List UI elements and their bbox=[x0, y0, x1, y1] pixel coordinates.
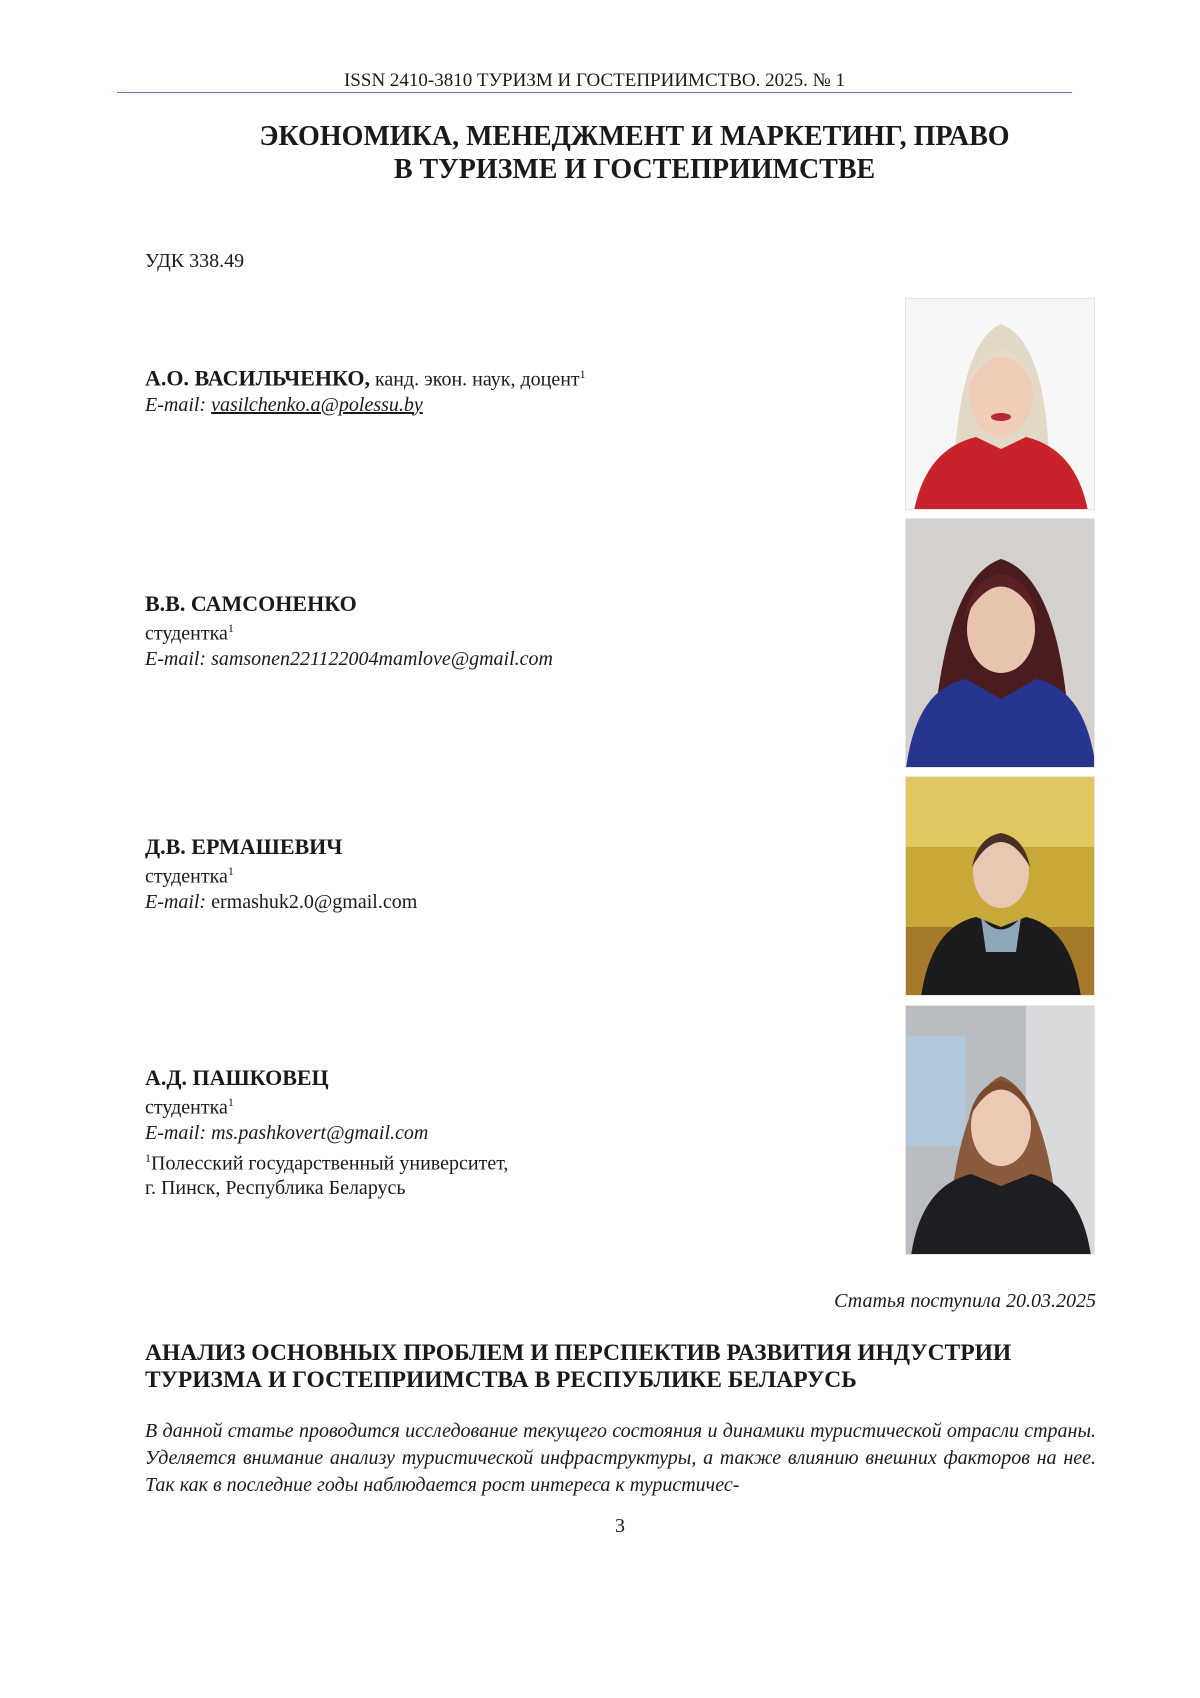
author-4-position-line bbox=[145, 1090, 508, 1121]
author-2-photo bbox=[905, 518, 1095, 768]
section-title-line-1: ЭКОНОМИКА, МЕНЕДЖМЕНТ И МАРКЕТИНГ, ПРАВО bbox=[259, 121, 1010, 152]
author-3-name: Д.В. ЕРМАШЕВИЧ bbox=[145, 834, 343, 859]
abstract-text: В данной статье проводится исследование текущего состояния и динамики туристической отрасли страны. Уделяется внимание анализу туристической инфраструктуры, а также влиянию внешних факторов на нее. Так как в последние годы наблюдается рост интереса к туристичес- bbox=[145, 1420, 1096, 1496]
author-4-position: студентка bbox=[145, 1096, 228, 1119]
header-rule bbox=[117, 92, 1072, 93]
portrait-illustration bbox=[906, 1006, 1095, 1255]
author-4-name: А.Д. ПАШКОВЕЦ bbox=[145, 1065, 329, 1090]
running-head: ISSN 2410-3810 ТУРИЗМ И ГОСТЕПРИИМСТВО. 2025. № 1 bbox=[343, 70, 845, 91]
author-2-email-line bbox=[145, 647, 553, 672]
article-title-line-2: ТУРИЗМА И ГОСТЕПРИИМСТВА В РЕСПУБЛИКЕ БЕЛАРУСЬ bbox=[145, 1367, 857, 1393]
author-block-2 bbox=[145, 591, 553, 672]
author-2-email[interactable]: samsonen221122004mamlove@gmail.com bbox=[211, 647, 553, 670]
author-3-position: студентка bbox=[145, 865, 228, 888]
author-1-email-line bbox=[145, 393, 586, 418]
author-2-position-line bbox=[145, 616, 553, 647]
author-1-photo bbox=[905, 298, 1095, 510]
author-1-line bbox=[145, 362, 586, 393]
author-4-affiliation-mark: 1 bbox=[227, 1095, 234, 1109]
author-1-email-label: E-mail: bbox=[145, 393, 212, 416]
portrait-illustration bbox=[906, 777, 1095, 996]
author-block-3 bbox=[145, 834, 417, 915]
author-3-email-label: E-mail: bbox=[145, 890, 212, 913]
author-3-photo bbox=[905, 776, 1095, 996]
author-3-email-line bbox=[145, 890, 417, 915]
udc-code: УДК 338.49 bbox=[145, 250, 245, 272]
author-1-email[interactable]: vasilchenko.a@polessu.by bbox=[211, 393, 423, 416]
received-date: Статья поступила 20.03.2025 bbox=[834, 1290, 1096, 1312]
author-1-affiliation-mark: 1 bbox=[579, 367, 586, 381]
author-4-email-line bbox=[145, 1121, 508, 1146]
portrait-illustration bbox=[906, 519, 1095, 768]
author-3-position-line bbox=[145, 859, 417, 890]
article-title-line-1: АНАЛИЗ ОСНОВНЫХ ПРОБЛЕМ И ПЕРСПЕКТИВ РАЗВИТИЯ ИНДУСТРИИ bbox=[145, 1340, 1012, 1366]
affiliation-line-1 bbox=[145, 1146, 508, 1177]
portrait-illustration bbox=[906, 299, 1095, 510]
author-2-affiliation-mark: 1 bbox=[227, 621, 234, 635]
author-1-name: А.О. ВАСИЛЬЧЕНКО, bbox=[145, 365, 371, 391]
affiliation-line-2: г. Пинск, Республика Беларусь bbox=[145, 1177, 406, 1200]
affiliation-mark: 1 bbox=[145, 1150, 151, 1165]
page-number: 3 bbox=[615, 1515, 625, 1537]
author-block-4 bbox=[145, 1065, 508, 1201]
section-title bbox=[117, 120, 1152, 186]
author-4-email[interactable]: ms.pashkovert@gmail.com bbox=[211, 1121, 429, 1144]
affiliation-university: Полесский государственный университет, bbox=[151, 1152, 509, 1175]
author-3-affiliation-mark: 1 bbox=[227, 864, 234, 878]
article-title bbox=[145, 1340, 1105, 1394]
author-2-email-label: E-mail: bbox=[145, 647, 212, 670]
author-3-email[interactable]: ermashuk2.0@gmail.com bbox=[211, 890, 418, 913]
section-title-line-2: В ТУРИЗМЕ И ГОСТЕПРИИМСТВЕ bbox=[393, 154, 876, 185]
author-1-position: канд. экон. наук, доцент bbox=[370, 368, 580, 391]
author-2-position: студентка bbox=[145, 622, 228, 645]
author-2-name: В.В. САМСОНЕНКО bbox=[145, 591, 357, 616]
author-4-photo bbox=[905, 1005, 1095, 1255]
author-4-email-label: E-mail: bbox=[145, 1121, 212, 1144]
author-block-1 bbox=[145, 362, 586, 418]
